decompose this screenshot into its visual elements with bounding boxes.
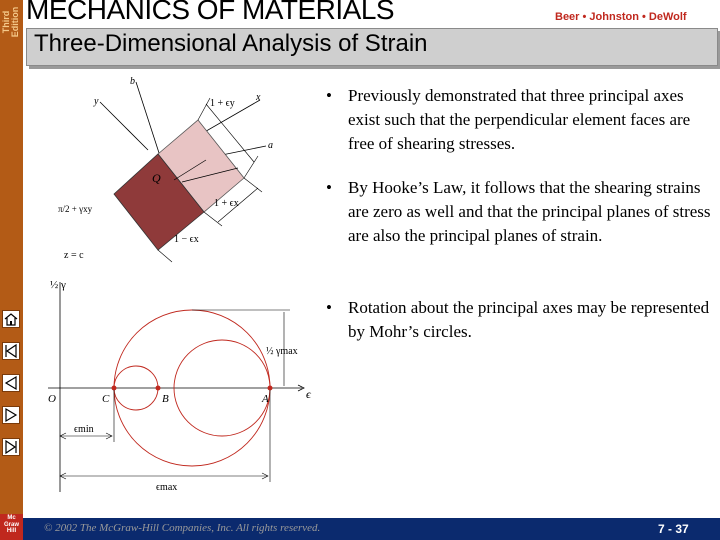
course-title: MECHANICS OF MATERIALS (26, 0, 395, 25)
previous-slide-icon[interactable] (2, 374, 20, 392)
label-z-eq-c: z = c (64, 250, 84, 261)
label-1-minus-eps-x: 1 − ϵx (174, 234, 199, 245)
slide-title: Three-Dimensional Analysis of Strain (34, 30, 428, 57)
sidebar (0, 0, 23, 540)
bullet-text: Rotation about the principal axes may be represented by Mohr’s circles. (348, 298, 710, 341)
home-icon[interactable] (2, 310, 20, 328)
label-epsilon: ϵ (306, 387, 311, 401)
edition-text: Third Edition (1, 6, 20, 38)
label-b: b (130, 76, 135, 87)
mcgraw-hill-logo: Mc Graw Hill (0, 514, 23, 540)
first-slide-icon[interactable] (2, 342, 20, 360)
point-A (268, 386, 273, 391)
label-Q: Q (152, 171, 161, 185)
bullet-item: • By Hooke’s Law, it follows that the shearing strains are zero as well and that the principal planes of stress are also the principal planes of strain. (326, 178, 711, 245)
authors: Beer • Johnston • DeWolf (555, 11, 687, 23)
label-y: y (94, 96, 99, 107)
bullet-text: By Hooke’s Law, it follows that the shearing strains are zero as well and that the principal planes of stress are also the principal planes of strain. (348, 178, 711, 245)
label-a: a (268, 140, 273, 151)
label-half-gamma-max: ½ γmax (266, 346, 298, 357)
label-1-plus-eps-y: 1 + ϵy (210, 98, 235, 109)
next-slide-icon[interactable] (2, 406, 20, 424)
label-1-plus-eps-x: 1 + ϵx (214, 198, 239, 209)
point-B (156, 386, 161, 391)
label-B: B (162, 393, 169, 405)
bullet-text: Previously demonstrated that three principal axes exist such that the perpendicular element faces are free of shearing stresses. (348, 86, 691, 153)
strain-element-figure (48, 72, 288, 268)
bullet-item: • Previously demonstrated that three principal axes exist such that the perpendicular element faces are free of shearing stresses. (326, 86, 691, 153)
label-gamma-angle: π/2 + γxy (58, 204, 93, 214)
last-slide-icon[interactable] (2, 438, 20, 456)
label-half-gamma: ½ γ (50, 279, 66, 291)
label-A: A (262, 393, 269, 405)
mohrs-circle-figure (40, 270, 320, 496)
b-axis (136, 82, 160, 156)
copyright: © 2002 The McGraw-Hill Companies, Inc. All rights reserved. (44, 522, 321, 534)
bullet-item: • Rotation about the principal axes may be represented by Mohr’s circles. (326, 298, 710, 341)
page-number: 7 - 37 (658, 522, 689, 536)
label-O: O (48, 393, 56, 405)
edition-label (0, 0, 23, 44)
y-axis (100, 102, 148, 150)
label-eps-max: ϵmax (156, 482, 178, 493)
label-x: x (256, 92, 261, 103)
label-C: C (102, 393, 110, 405)
point-C (112, 386, 117, 391)
label-eps-min: ϵmin (74, 424, 94, 435)
